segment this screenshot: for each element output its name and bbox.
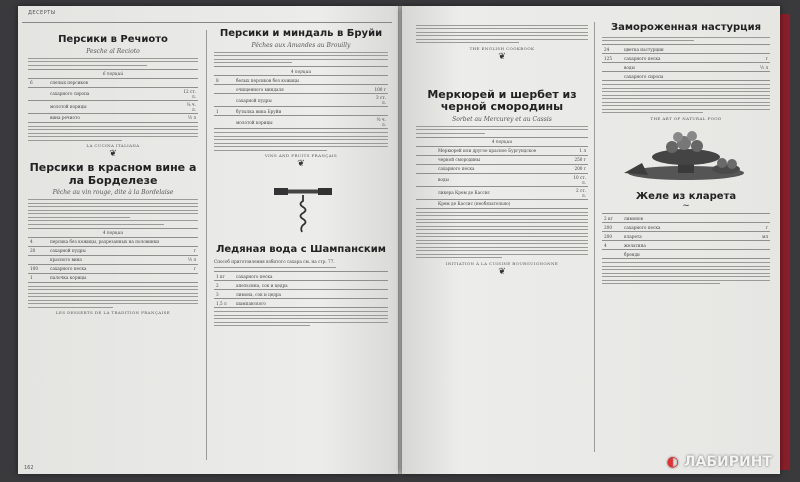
recipe-title: Персики и миндаль в Бруйи <box>219 28 383 39</box>
table-row: вина речиото ½ л <box>28 113 198 122</box>
right-page <box>402 6 780 474</box>
recipe-subtitle: Pêches aux Amandes au Brouilly <box>251 41 351 49</box>
table-row: Крем де Кассис (необязательно) <box>416 199 588 208</box>
column-divider <box>594 22 595 452</box>
recipe-intro <box>28 199 198 218</box>
right-column-1 <box>416 22 588 276</box>
table-row: сахарного сиропа 12 ст. л. <box>28 87 198 100</box>
table-row: сахарного сиропа <box>602 72 770 81</box>
servings: 6 порций <box>28 69 198 78</box>
table-row: 200 кларета мл <box>604 233 768 239</box>
table-row: черной смородины 250 г <box>416 155 588 164</box>
ingredients-table <box>28 228 198 283</box>
left-column-2 <box>214 28 388 329</box>
corkscrew-illustration <box>214 168 388 238</box>
left-page <box>18 6 398 474</box>
recipe-method <box>214 311 388 326</box>
table-row: 125 сахарного песка г <box>604 55 768 61</box>
table-row: сахарного песка 200 г <box>416 164 588 173</box>
table-row: ликера Крем де Кассис 2 ст. л. <box>416 186 588 199</box>
recipe-method <box>416 212 588 259</box>
continued-text <box>416 25 588 44</box>
servings: 4 порции <box>28 228 198 237</box>
recipe-intro <box>602 37 770 42</box>
recipe-title: Персики в Речиото <box>58 34 168 45</box>
recipe-subtitle: Pêche au vin rouge, dite à la Bordelaise <box>52 189 174 197</box>
right-column-2 <box>602 22 770 287</box>
table-row: молотой корицы ½ ч. л. <box>214 116 388 129</box>
recipe-method <box>28 286 198 308</box>
recipe-method <box>214 132 388 151</box>
table-row: 1 бутылка вина Бруйи <box>214 107 388 116</box>
table-row: 4 персика без кожицы, разрезанных на половинки <box>28 237 198 246</box>
table-row: очищенного миндаля 100 г <box>214 85 388 94</box>
table-row: 1 палочка корицы <box>28 273 198 282</box>
table-row: молотой корицы ¼ ч. л. <box>28 100 198 113</box>
recipe-note <box>28 220 198 225</box>
table-row: 1,5 л шампанского <box>214 299 388 308</box>
recipe-source: LA CUCINA ITALIANA <box>86 143 140 148</box>
ingredients-table <box>214 271 388 308</box>
recipe-source: THE ENGLISH COOKBOOK <box>469 45 535 51</box>
dessert-illustration <box>602 123 770 185</box>
ingredients-table <box>28 69 198 123</box>
recipe-title: Меркюрей и шербет из черной смородины <box>427 87 577 114</box>
recipe-title: Ледяная вода с Шампанским <box>216 244 386 255</box>
servings: 4 порции <box>214 67 388 76</box>
table-row: 2 апельсина, сок и цедра <box>214 281 388 290</box>
recipe-method <box>602 84 770 113</box>
watermark-logo <box>667 454 772 470</box>
recipe-title: Персики в красном вине а ла Борделезе <box>29 161 197 187</box>
ornament-divider: ~ <box>682 201 690 211</box>
table-row: 200 сахарного песка г <box>604 224 768 230</box>
table-row: сахарной пудры 3 ст. л. <box>214 94 388 107</box>
recipe-method <box>602 262 770 284</box>
table-row: 6 спелых персиков <box>28 78 198 87</box>
recipe-source: INITIATION À LA CUISINE BOURGUIGNONNE <box>445 260 559 266</box>
recipe-intro-cont <box>214 267 388 268</box>
ornament-divider: ❦ <box>297 159 305 169</box>
table-row: воды ½ л <box>602 63 770 72</box>
ingredients-table <box>602 213 770 259</box>
recipe-source: VINS AND FRUITS FRANÇAIS <box>264 153 338 158</box>
ornament-divider: ❦ <box>109 149 117 159</box>
ingredients-table <box>416 137 588 209</box>
recipe-source: LES DESSERTS DE LA TRADITION FRANÇAISE <box>55 310 171 316</box>
table-row: 20 сахарной пудры г <box>30 248 196 254</box>
recipe-intro: Способ приготовления взбитого сахара см. на стр. 77. <box>214 258 335 264</box>
recipe-title: Замороженная настурция <box>610 22 762 33</box>
servings: 4 порции <box>416 137 588 146</box>
recipe-source: THE ART OF NATURAL FOOD <box>650 115 722 121</box>
table-row: бренди <box>602 250 770 259</box>
recipe-method <box>28 126 198 141</box>
header-rule <box>22 10 392 23</box>
column-divider <box>206 30 207 460</box>
recipe-intro <box>416 126 588 134</box>
recipe-subtitle: Pesche al Recioto <box>86 47 140 55</box>
recipe-intro <box>214 52 388 64</box>
left-column-1 <box>28 28 198 317</box>
table-row: 3 лимона, сок и цедра <box>214 290 388 299</box>
running-head: ДЕСЕРТЫ <box>28 10 56 16</box>
table-row: 100 сахарного песка г <box>30 266 196 272</box>
table-row: 8 белых персиков без кожицы <box>214 76 388 85</box>
ingredients-table <box>602 44 770 81</box>
table-row: красного вина ½ л <box>28 255 198 264</box>
table-row: Меркюрей или другое красное Бургундское 1 л <box>416 146 588 155</box>
book-cover-edge <box>780 14 790 470</box>
ingredients-table <box>214 66 388 129</box>
table-row: 1 кг сахарного песка <box>214 272 388 281</box>
ornament-divider: ❦ <box>498 266 506 277</box>
logo-icon: ◐ <box>666 454 680 470</box>
table-row: 24 цветка настурции <box>602 45 770 54</box>
recipe-intro <box>28 58 198 66</box>
logo-text: ЛАБИРИНТ <box>683 454 772 470</box>
page-number: 162 <box>24 465 34 471</box>
table-row: 2 кг лимонов <box>602 214 770 223</box>
table-row: 4 желатина <box>602 241 770 250</box>
table-row: воды 10 ст. л. <box>416 173 588 186</box>
recipe-subtitle: Sorbet au Mercurey et au Cassis <box>452 115 552 123</box>
recipe-title: Желе из кларета <box>635 190 737 202</box>
ornament-divider: ❦ <box>498 51 506 62</box>
